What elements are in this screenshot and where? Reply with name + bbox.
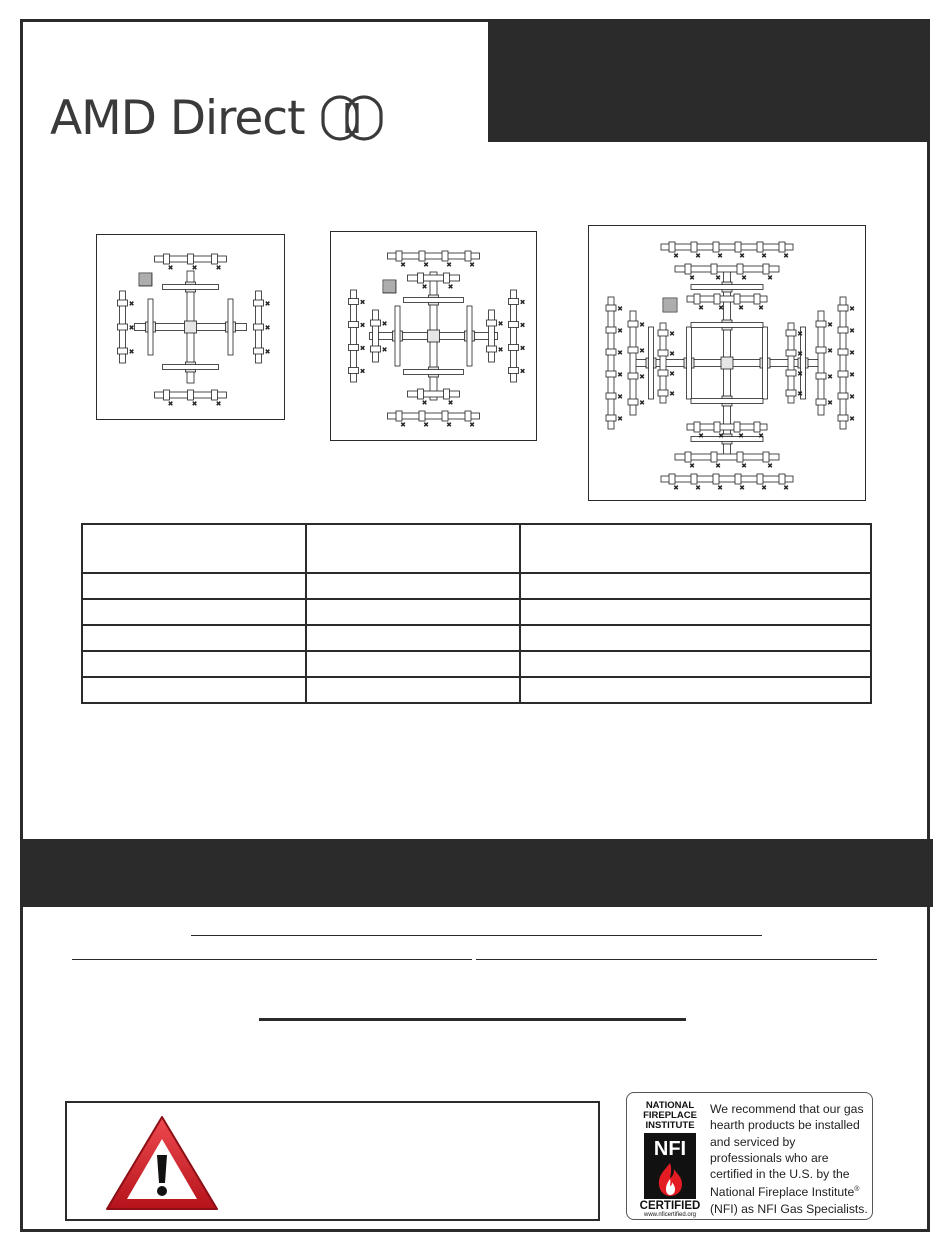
svg-text:✖: ✖ <box>669 390 675 398</box>
nfi-certified-label: CERTIFIED <box>639 1200 701 1212</box>
burner-diagram-medium <box>330 231 537 441</box>
svg-text:✖: ✖ <box>758 432 764 440</box>
svg-text:✖: ✖ <box>421 399 428 407</box>
svg-text:✖: ✖ <box>446 421 452 429</box>
specification-table <box>81 523 872 704</box>
svg-text:✖: ✖ <box>717 484 723 492</box>
svg-text:✖: ✖ <box>469 261 475 269</box>
svg-text:✖: ✖ <box>715 462 721 470</box>
table-row <box>82 625 871 651</box>
svg-text:✖: ✖ <box>767 274 773 282</box>
svg-text:✖: ✖ <box>215 400 222 408</box>
svg-text:✖: ✖ <box>447 283 454 291</box>
svg-text:✖: ✖ <box>767 462 773 470</box>
svg-text:✖: ✖ <box>215 264 222 272</box>
svg-text:✖: ✖ <box>519 298 526 307</box>
table-cell <box>82 573 306 599</box>
svg-text:✖: ✖ <box>673 484 679 492</box>
nfi-title-line: NATIONAL <box>645 1100 695 1111</box>
table-cell <box>306 573 519 599</box>
nfi-title-line: INSTITUTE <box>645 1120 695 1131</box>
signature-line <box>191 935 762 936</box>
svg-text:✖: ✖ <box>191 400 198 408</box>
section-banner <box>20 839 933 907</box>
svg-text:✖: ✖ <box>849 393 855 401</box>
svg-text:✖: ✖ <box>264 324 271 332</box>
nfi-url: www.nficertified.org <box>643 1212 697 1218</box>
table-header-cell <box>306 524 519 573</box>
svg-text:✖: ✖ <box>617 305 623 313</box>
svg-text:✖: ✖ <box>849 305 855 313</box>
table-cell <box>520 625 871 651</box>
svg-text:✖: ✖ <box>761 484 767 492</box>
svg-text:✖: ✖ <box>698 304 704 312</box>
svg-text:✖: ✖ <box>698 432 704 440</box>
svg-text:✖: ✖ <box>797 330 803 338</box>
svg-text:✖: ✖ <box>128 300 135 308</box>
svg-text:✖: ✖ <box>359 344 366 353</box>
svg-text:✖: ✖ <box>827 399 833 407</box>
nfi-recommendation-text <box>710 1101 870 1217</box>
table-row <box>82 599 871 625</box>
svg-text:✖: ✖ <box>718 432 724 440</box>
table-cell <box>306 651 519 677</box>
svg-text:✖: ✖ <box>741 274 747 282</box>
table-cell <box>520 651 871 677</box>
svg-text:✖: ✖ <box>497 346 504 354</box>
table-row <box>82 573 871 599</box>
nfi-title-line: FIREPLACE <box>643 1110 697 1121</box>
svg-text:✖: ✖ <box>639 347 645 355</box>
svg-text:✖: ✖ <box>717 252 723 260</box>
svg-text:✖: ✖ <box>669 350 675 358</box>
svg-text:✖: ✖ <box>447 399 454 407</box>
svg-text:✖: ✖ <box>381 346 388 354</box>
svg-text:✖: ✖ <box>446 261 452 269</box>
svg-text:✖: ✖ <box>264 348 271 356</box>
table-cell <box>306 677 519 703</box>
svg-text:✖: ✖ <box>617 415 623 423</box>
svg-text:✖: ✖ <box>689 462 695 470</box>
signature-line <box>476 959 877 960</box>
table-header-cell <box>520 524 871 573</box>
header-dark-panel <box>488 19 930 142</box>
svg-text:✖: ✖ <box>519 344 526 353</box>
svg-text:✖: ✖ <box>827 347 833 355</box>
svg-text:✖: ✖ <box>673 252 679 260</box>
nfi-logo <box>637 1101 703 1218</box>
svg-text:✖: ✖ <box>191 264 198 272</box>
divider-line <box>259 1018 686 1021</box>
svg-text:✖: ✖ <box>797 350 803 358</box>
svg-text:✖: ✖ <box>669 330 675 338</box>
svg-text:✖: ✖ <box>617 393 623 401</box>
burner-diagram-large <box>588 225 866 501</box>
burner-diagram-small <box>96 234 285 420</box>
svg-text:✖: ✖ <box>827 373 833 381</box>
svg-text:✖: ✖ <box>359 298 366 307</box>
svg-text:✖: ✖ <box>849 371 855 379</box>
svg-text:✖: ✖ <box>423 421 429 429</box>
svg-text:✖: ✖ <box>497 320 504 328</box>
svg-text:✖: ✖ <box>849 327 855 335</box>
svg-text:✖: ✖ <box>783 484 789 492</box>
table-header-cell <box>82 524 306 573</box>
svg-text:✖: ✖ <box>849 415 855 423</box>
svg-text:✖: ✖ <box>761 252 767 260</box>
table-cell <box>520 573 871 599</box>
signature-line <box>72 959 472 960</box>
svg-text:✖: ✖ <box>167 400 174 408</box>
svg-text:✖: ✖ <box>469 421 475 429</box>
svg-text:✖: ✖ <box>695 252 701 260</box>
svg-text:✖: ✖ <box>849 349 855 357</box>
svg-text:✖: ✖ <box>167 264 174 272</box>
svg-text:✖: ✖ <box>738 432 744 440</box>
svg-text:✖: ✖ <box>617 371 623 379</box>
svg-text:✖: ✖ <box>669 370 675 378</box>
svg-text:✖: ✖ <box>689 274 695 282</box>
svg-text:✖: ✖ <box>359 367 366 376</box>
svg-text:✖: ✖ <box>421 283 428 291</box>
nfi-flame-icon <box>644 1133 696 1199</box>
svg-text:✖: ✖ <box>128 324 135 332</box>
svg-text:✖: ✖ <box>617 327 623 335</box>
nfi-text-main: We recommend that our gas hearth products be installed and serviced by professionals who are certified in the U.S. by the National Fireplace Institute <box>710 1102 864 1200</box>
svg-text:✖: ✖ <box>400 421 406 429</box>
table-cell <box>520 599 871 625</box>
brand-name: AMD Direct <box>50 90 305 146</box>
table-row <box>82 651 871 677</box>
svg-text:✖: ✖ <box>827 321 833 329</box>
svg-text:✖: ✖ <box>741 462 747 470</box>
table-cell <box>82 599 306 625</box>
table-cell <box>82 625 306 651</box>
table-cell <box>306 625 519 651</box>
svg-text:✖: ✖ <box>797 370 803 378</box>
svg-text:✖: ✖ <box>738 304 744 312</box>
svg-text:✖: ✖ <box>519 321 526 330</box>
registered-mark: ® <box>854 1186 860 1194</box>
svg-text:✖: ✖ <box>758 304 764 312</box>
svg-text:✖: ✖ <box>400 261 406 269</box>
nfi-certification-badge <box>626 1092 873 1220</box>
svg-text:✖: ✖ <box>423 261 429 269</box>
svg-text:✖: ✖ <box>695 484 701 492</box>
table-header-row <box>82 524 871 573</box>
nfi-text-tail: (NFI) as NFI Gas Specialists. <box>710 1201 868 1216</box>
svg-text:✖: ✖ <box>381 320 388 328</box>
table-cell <box>520 677 871 703</box>
amd-direct-logo-icon <box>321 95 385 141</box>
warning-triangle-icon <box>103 1113 221 1213</box>
svg-text:✖: ✖ <box>617 349 623 357</box>
svg-text:✖: ✖ <box>639 399 645 407</box>
table-cell <box>306 599 519 625</box>
svg-text:✖: ✖ <box>715 274 721 282</box>
nfi-mark: NFI <box>653 1138 687 1160</box>
table-cell <box>82 651 306 677</box>
svg-text:✖: ✖ <box>783 252 789 260</box>
svg-text:✖: ✖ <box>128 348 135 356</box>
svg-text:✖: ✖ <box>739 252 745 260</box>
svg-text:✖: ✖ <box>718 304 724 312</box>
warning-box <box>65 1101 600 1221</box>
svg-text:✖: ✖ <box>264 300 271 308</box>
svg-text:✖: ✖ <box>359 321 366 330</box>
brand-logo <box>50 88 385 148</box>
svg-text:✖: ✖ <box>797 390 803 398</box>
svg-text:✖: ✖ <box>639 321 645 329</box>
svg-text:✖: ✖ <box>519 367 526 376</box>
svg-text:✖: ✖ <box>739 484 745 492</box>
table-row <box>82 677 871 703</box>
svg-text:✖: ✖ <box>639 373 645 381</box>
table-cell <box>82 677 306 703</box>
